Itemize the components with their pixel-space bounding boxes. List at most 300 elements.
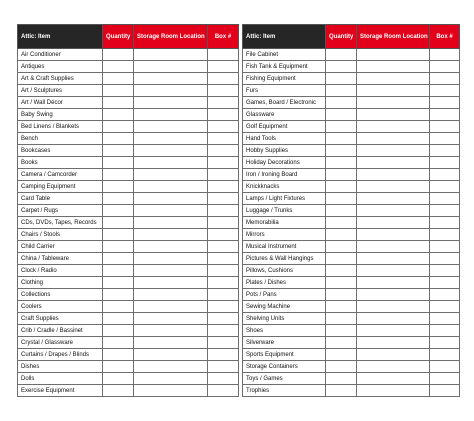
box-number-cell[interactable] (208, 109, 239, 121)
header-box-number: Box # (430, 25, 460, 49)
quantity-cell[interactable] (103, 49, 134, 61)
box-number-cell[interactable] (208, 73, 239, 85)
item-name-cell: Pillows, Cushions (243, 265, 326, 277)
item-name-cell: Fishing Equipment (243, 73, 326, 85)
header-row (18, 25, 239, 49)
box-number-cell[interactable] (430, 349, 460, 361)
quantity-cell[interactable] (326, 349, 357, 361)
quantity-cell[interactable] (103, 301, 134, 313)
table-row (243, 241, 460, 253)
storage-location-cell[interactable] (357, 109, 430, 121)
table-row (243, 85, 460, 97)
box-number-cell[interactable] (208, 385, 239, 397)
quantity-cell[interactable] (326, 301, 357, 313)
box-number-cell[interactable] (208, 253, 239, 265)
item-name-cell: File Cabinet (243, 49, 326, 61)
table-row (18, 229, 239, 241)
table-row (18, 253, 239, 265)
item-name-cell: Knickknacks (243, 181, 326, 193)
storage-location-cell[interactable] (357, 373, 430, 385)
storage-location-cell[interactable] (134, 289, 208, 301)
header-item: Attic: Item (243, 25, 326, 49)
quantity-cell[interactable] (326, 157, 357, 169)
storage-location-cell[interactable] (357, 181, 430, 193)
item-name-cell: Dishes (18, 361, 103, 373)
quantity-cell[interactable] (103, 109, 134, 121)
table-row (18, 373, 239, 385)
box-number-cell[interactable] (208, 229, 239, 241)
quantity-cell[interactable] (326, 217, 357, 229)
table-row (243, 385, 460, 397)
header-box-number: Box # (208, 25, 239, 49)
table-row (243, 133, 460, 145)
header-storage-location: Storage Room Location (134, 25, 208, 49)
item-name-cell: Holiday Decorations (243, 157, 326, 169)
table-row (18, 97, 239, 109)
item-name-cell: Musical Instrument (243, 241, 326, 253)
storage-location-cell[interactable] (134, 337, 208, 349)
table-row (243, 325, 460, 337)
table-row (18, 361, 239, 373)
item-name-cell: Clock / Radio (18, 265, 103, 277)
table-row (243, 217, 460, 229)
quantity-cell[interactable] (326, 337, 357, 349)
box-number-cell[interactable] (430, 157, 460, 169)
box-number-cell[interactable] (208, 325, 239, 337)
box-number-cell[interactable] (208, 169, 239, 181)
box-number-cell[interactable] (430, 133, 460, 145)
table-row (18, 157, 239, 169)
item-name-cell: Lamps / Light Fixtures (243, 193, 326, 205)
table-row (243, 145, 460, 157)
item-name-cell: Camera / Camcorder (18, 169, 103, 181)
storage-location-cell[interactable] (134, 97, 208, 109)
storage-location-cell[interactable] (134, 361, 208, 373)
table-row (18, 241, 239, 253)
quantity-cell[interactable] (103, 61, 134, 73)
item-name-cell: Sewing Machine (243, 301, 326, 313)
box-number-cell[interactable] (208, 145, 239, 157)
item-name-cell: Mirrors (243, 229, 326, 241)
quantity-cell[interactable] (326, 169, 357, 181)
box-number-cell[interactable] (430, 325, 460, 337)
table-body-left (18, 49, 239, 397)
item-name-cell: Pots / Pans (243, 289, 326, 301)
quantity-cell[interactable] (326, 133, 357, 145)
quantity-cell[interactable] (103, 97, 134, 109)
quantity-cell[interactable] (103, 313, 134, 325)
quantity-cell[interactable] (326, 373, 357, 385)
quantity-cell[interactable] (103, 193, 134, 205)
storage-location-cell[interactable] (357, 313, 430, 325)
storage-location-cell[interactable] (357, 253, 430, 265)
table-row (243, 361, 460, 373)
table-row (243, 313, 460, 325)
item-name-cell: Bed Linens / Blankets (18, 121, 103, 133)
quantity-cell[interactable] (326, 325, 357, 337)
storage-location-cell[interactable] (134, 133, 208, 145)
quantity-cell[interactable] (103, 253, 134, 265)
quantity-cell[interactable] (326, 277, 357, 289)
storage-location-cell[interactable] (357, 241, 430, 253)
storage-location-cell[interactable] (357, 157, 430, 169)
box-number-cell[interactable] (430, 217, 460, 229)
quantity-cell[interactable] (326, 49, 357, 61)
box-number-cell[interactable] (208, 85, 239, 97)
quantity-cell[interactable] (103, 133, 134, 145)
box-number-cell[interactable] (208, 205, 239, 217)
quantity-cell[interactable] (326, 145, 357, 157)
box-number-cell[interactable] (430, 313, 460, 325)
item-name-cell: Craft Supplies (18, 313, 103, 325)
item-name-cell: Hobby Supplies (243, 145, 326, 157)
storage-location-cell[interactable] (134, 157, 208, 169)
table-row (18, 265, 239, 277)
table-row (18, 49, 239, 61)
storage-location-cell[interactable] (357, 49, 430, 61)
quantity-cell[interactable] (326, 253, 357, 265)
storage-location-cell[interactable] (134, 121, 208, 133)
table-row (18, 277, 239, 289)
storage-location-cell[interactable] (357, 61, 430, 73)
storage-location-cell[interactable] (357, 265, 430, 277)
storage-location-cell[interactable] (134, 169, 208, 181)
table-row (18, 73, 239, 85)
storage-location-cell[interactable] (134, 277, 208, 289)
box-number-cell[interactable] (208, 265, 239, 277)
quantity-cell[interactable] (103, 145, 134, 157)
quantity-cell[interactable] (103, 361, 134, 373)
quantity-cell[interactable] (326, 313, 357, 325)
storage-location-cell[interactable] (134, 145, 208, 157)
quantity-cell[interactable] (326, 361, 357, 373)
item-name-cell: Crystal / Glassware (18, 337, 103, 349)
box-number-cell[interactable] (430, 337, 460, 349)
storage-location-cell[interactable] (357, 301, 430, 313)
item-name-cell: Bench (18, 133, 103, 145)
storage-location-cell[interactable] (134, 385, 208, 397)
item-name-cell: Memorabilia (243, 217, 326, 229)
quantity-cell[interactable] (103, 73, 134, 85)
table-row (18, 169, 239, 181)
storage-location-cell[interactable] (357, 73, 430, 85)
box-number-cell[interactable] (430, 85, 460, 97)
quantity-cell[interactable] (103, 169, 134, 181)
storage-location-cell[interactable] (134, 373, 208, 385)
item-name-cell: Furs (243, 85, 326, 97)
box-number-cell[interactable] (208, 301, 239, 313)
inventory-table-right (242, 24, 460, 397)
box-number-cell[interactable] (208, 217, 239, 229)
table-body-right (243, 49, 460, 397)
item-name-cell: CDs, DVDs, Tapes, Records (18, 217, 103, 229)
quantity-cell[interactable] (103, 85, 134, 97)
item-name-cell: Collections (18, 289, 103, 301)
item-name-cell: Luggage / Trunks (243, 205, 326, 217)
storage-location-cell[interactable] (357, 193, 430, 205)
storage-location-cell[interactable] (357, 133, 430, 145)
item-name-cell: Pictures & Wall Hangings (243, 253, 326, 265)
storage-location-cell[interactable] (134, 49, 208, 61)
storage-location-cell[interactable] (357, 349, 430, 361)
quantity-cell[interactable] (103, 205, 134, 217)
quantity-cell[interactable] (103, 229, 134, 241)
table-row (243, 205, 460, 217)
box-number-cell[interactable] (430, 205, 460, 217)
storage-location-cell[interactable] (357, 217, 430, 229)
item-name-cell: Plates / Dishes (243, 277, 326, 289)
box-number-cell[interactable] (430, 385, 460, 397)
box-number-cell[interactable] (208, 349, 239, 361)
quantity-cell[interactable] (326, 385, 357, 397)
storage-location-cell[interactable] (357, 205, 430, 217)
box-number-cell[interactable] (430, 61, 460, 73)
box-number-cell[interactable] (430, 229, 460, 241)
item-name-cell: Glassware (243, 109, 326, 121)
quantity-cell[interactable] (326, 97, 357, 109)
quantity-cell[interactable] (326, 193, 357, 205)
item-name-cell: Art / Sculptures (18, 85, 103, 97)
box-number-cell[interactable] (208, 289, 239, 301)
box-number-cell[interactable] (430, 373, 460, 385)
table-row (243, 373, 460, 385)
storage-location-cell[interactable] (134, 85, 208, 97)
item-name-cell: Hand Tools (243, 133, 326, 145)
box-number-cell[interactable] (430, 97, 460, 109)
table-row (18, 289, 239, 301)
item-name-cell: Child Carrier (18, 241, 103, 253)
table-row (18, 145, 239, 157)
table-row (243, 97, 460, 109)
box-number-cell[interactable] (208, 157, 239, 169)
box-number-cell[interactable] (208, 373, 239, 385)
item-name-cell: Art / Wall Décor (18, 97, 103, 109)
table-row (18, 109, 239, 121)
quantity-cell[interactable] (103, 265, 134, 277)
item-name-cell: Toys / Games (243, 373, 326, 385)
table-row (243, 253, 460, 265)
quantity-cell[interactable] (103, 373, 134, 385)
item-name-cell: Chairs / Stools (18, 229, 103, 241)
header-row (243, 25, 460, 49)
storage-location-cell[interactable] (357, 121, 430, 133)
item-name-cell: China / Tableware (18, 253, 103, 265)
box-number-cell[interactable] (430, 277, 460, 289)
quantity-cell[interactable] (326, 109, 357, 121)
box-number-cell[interactable] (208, 337, 239, 349)
box-number-cell[interactable] (208, 133, 239, 145)
storage-location-cell[interactable] (134, 217, 208, 229)
box-number-cell[interactable] (430, 49, 460, 61)
table-row (243, 301, 460, 313)
box-number-cell[interactable] (208, 121, 239, 133)
box-number-cell[interactable] (430, 169, 460, 181)
quantity-cell[interactable] (103, 349, 134, 361)
inventory-table-left (17, 24, 239, 397)
box-number-cell[interactable] (430, 301, 460, 313)
table-row (18, 313, 239, 325)
table-row (243, 193, 460, 205)
storage-location-cell[interactable] (134, 265, 208, 277)
table-row (18, 181, 239, 193)
header-quantity: Quantity (326, 25, 357, 49)
item-name-cell: Sports Equipment (243, 349, 326, 361)
quantity-cell[interactable] (103, 325, 134, 337)
storage-location-cell[interactable] (134, 313, 208, 325)
table-row (18, 205, 239, 217)
storage-location-cell[interactable] (357, 85, 430, 97)
quantity-cell[interactable] (103, 217, 134, 229)
table-row (243, 289, 460, 301)
quantity-cell[interactable] (326, 61, 357, 73)
item-name-cell: Golf Equipment (243, 121, 326, 133)
box-number-cell[interactable] (208, 313, 239, 325)
quantity-cell[interactable] (326, 73, 357, 85)
box-number-cell[interactable] (208, 361, 239, 373)
box-number-cell[interactable] (430, 361, 460, 373)
item-name-cell: Shelving Units (243, 313, 326, 325)
quantity-cell[interactable] (326, 181, 357, 193)
quantity-cell[interactable] (326, 265, 357, 277)
storage-location-cell[interactable] (134, 73, 208, 85)
storage-location-cell[interactable] (134, 109, 208, 121)
quantity-cell[interactable] (326, 121, 357, 133)
storage-location-cell[interactable] (134, 301, 208, 313)
quantity-cell[interactable] (326, 229, 357, 241)
quantity-cell[interactable] (103, 289, 134, 301)
quantity-cell[interactable] (326, 205, 357, 217)
table-row (18, 301, 239, 313)
item-name-cell: Carpet / Rugs (18, 205, 103, 217)
item-name-cell: Coolers (18, 301, 103, 313)
item-name-cell: Antiques (18, 61, 103, 73)
table-row (18, 337, 239, 349)
box-number-cell[interactable] (208, 181, 239, 193)
box-number-cell[interactable] (208, 49, 239, 61)
item-name-cell: Baby Swing (18, 109, 103, 121)
storage-location-cell[interactable] (134, 205, 208, 217)
quantity-cell[interactable] (103, 241, 134, 253)
box-number-cell[interactable] (430, 73, 460, 85)
quantity-cell[interactable] (103, 121, 134, 133)
table-row (243, 169, 460, 181)
storage-location-cell[interactable] (134, 325, 208, 337)
box-number-cell[interactable] (430, 193, 460, 205)
item-name-cell: Dolls (18, 373, 103, 385)
storage-location-cell[interactable] (357, 169, 430, 181)
table-row (243, 349, 460, 361)
storage-location-cell[interactable] (357, 337, 430, 349)
storage-location-cell[interactable] (134, 253, 208, 265)
item-name-cell: Silverware (243, 337, 326, 349)
table-row (243, 61, 460, 73)
box-number-cell[interactable] (430, 181, 460, 193)
item-name-cell: Storage Containers (243, 361, 326, 373)
box-number-cell[interactable] (430, 265, 460, 277)
box-number-cell[interactable] (430, 121, 460, 133)
quantity-cell[interactable] (103, 157, 134, 169)
storage-location-cell[interactable] (134, 229, 208, 241)
table-row (243, 157, 460, 169)
item-name-cell: Camping Equipment (18, 181, 103, 193)
header-storage-location: Storage Room Location (357, 25, 430, 49)
table-row (243, 121, 460, 133)
storage-location-cell[interactable] (134, 241, 208, 253)
quantity-cell[interactable] (103, 337, 134, 349)
table-row (18, 349, 239, 361)
table-row (18, 193, 239, 205)
storage-location-cell[interactable] (357, 145, 430, 157)
box-number-cell[interactable] (430, 109, 460, 121)
table-row (243, 73, 460, 85)
quantity-cell[interactable] (326, 241, 357, 253)
storage-location-cell[interactable] (357, 385, 430, 397)
table-row (18, 85, 239, 97)
item-name-cell: Iron / Ironing Board (243, 169, 326, 181)
box-number-cell[interactable] (208, 193, 239, 205)
table-row (243, 49, 460, 61)
item-name-cell: Trophies (243, 385, 326, 397)
table-row (243, 229, 460, 241)
box-number-cell[interactable] (430, 145, 460, 157)
storage-location-cell[interactable] (357, 325, 430, 337)
item-name-cell: Fish Tank & Equipment (243, 61, 326, 73)
item-name-cell: Air Conditioner (18, 49, 103, 61)
item-name-cell: Bookcases (18, 145, 103, 157)
storage-location-cell[interactable] (357, 97, 430, 109)
header-item: Attic: Item (18, 25, 103, 49)
quantity-cell[interactable] (326, 85, 357, 97)
quantity-cell[interactable] (103, 385, 134, 397)
quantity-cell[interactable] (103, 277, 134, 289)
table-row (243, 181, 460, 193)
table-row (243, 277, 460, 289)
box-number-cell[interactable] (430, 241, 460, 253)
storage-location-cell[interactable] (134, 181, 208, 193)
table-row (18, 325, 239, 337)
table-row (18, 217, 239, 229)
storage-location-cell[interactable] (357, 229, 430, 241)
table-row (243, 337, 460, 349)
table-row (243, 265, 460, 277)
storage-location-cell[interactable] (357, 277, 430, 289)
table-row (18, 133, 239, 145)
quantity-cell[interactable] (103, 181, 134, 193)
item-name-cell: Games, Board / Electronic (243, 97, 326, 109)
storage-location-cell[interactable] (357, 289, 430, 301)
box-number-cell[interactable] (208, 277, 239, 289)
header-quantity: Quantity (103, 25, 134, 49)
box-number-cell[interactable] (208, 241, 239, 253)
item-name-cell: Art & Craft Supplies (18, 73, 103, 85)
storage-location-cell[interactable] (134, 193, 208, 205)
storage-location-cell[interactable] (357, 361, 430, 373)
item-name-cell: Card Table (18, 193, 103, 205)
box-number-cell[interactable] (430, 289, 460, 301)
item-name-cell: Curtains / Drapes / Blinds (18, 349, 103, 361)
table-row (18, 121, 239, 133)
box-number-cell[interactable] (208, 61, 239, 73)
storage-location-cell[interactable] (134, 61, 208, 73)
item-name-cell: Books (18, 157, 103, 169)
quantity-cell[interactable] (326, 289, 357, 301)
storage-location-cell[interactable] (134, 349, 208, 361)
box-number-cell[interactable] (208, 97, 239, 109)
table-row (18, 61, 239, 73)
box-number-cell[interactable] (430, 253, 460, 265)
item-name-cell: Exercise Equipment (18, 385, 103, 397)
item-name-cell: Crib / Cradle / Bassinet (18, 325, 103, 337)
